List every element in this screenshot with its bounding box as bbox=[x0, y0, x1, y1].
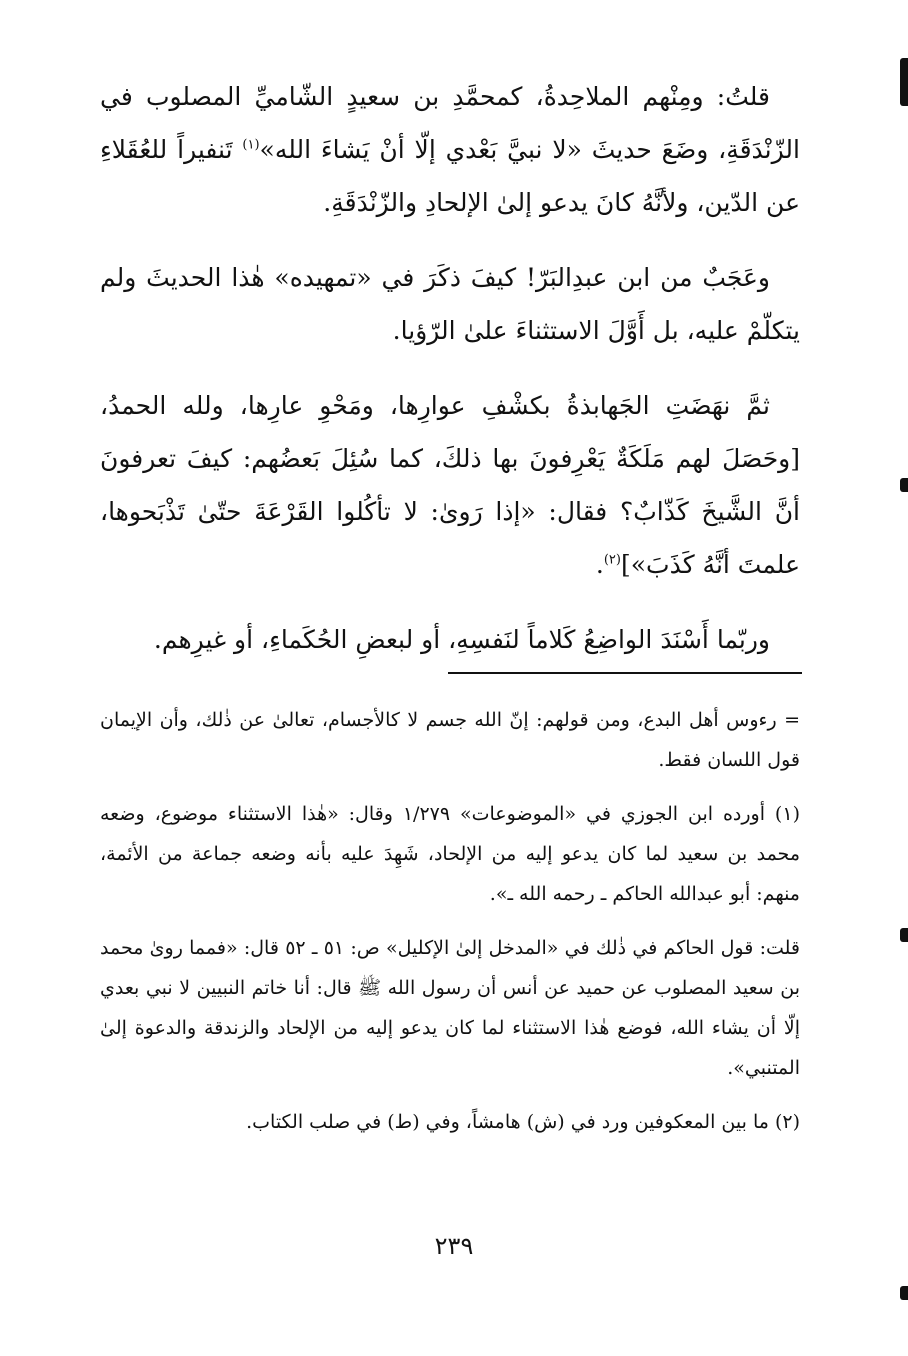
footnote-ref-2[interactable]: (٢) bbox=[603, 552, 621, 568]
footnote-1: (١) أورده ابن الجوزي في «الموضوعات» ١/٢٧٩ وقال: «هٰذا الاستثناء موضوع، وضعه محمد بن سعيد لما كان يدعو إليه من الإلحاد، شَهِدَ عليه بأنه وضعه جماعة من الأئمة، منهم: أبو عبدالله الحاكم ـ رحمه الله ـ». bbox=[100, 803, 800, 905]
paragraph-1-end: تَنفيراً للعُقَلاءِ عن الدّين، ولأنَّهُ كانَ يدعو إلىٰ الإلحادِ والزّنْدَقَةِ. bbox=[100, 135, 800, 217]
continuation-text: رءوس أهل البدع، ومن قولهم: إنّ الله جسم لا كالأجسام، تعالىٰ عن ذٰلك، وأن الإيمان قول اللسان فقط. bbox=[100, 709, 800, 771]
page-number: ٢٣٩ bbox=[434, 1232, 474, 1260]
scan-edge-mark bbox=[900, 478, 908, 492]
footnote-ref-1[interactable]: (١) bbox=[242, 137, 260, 153]
paragraph-3 bbox=[100, 379, 800, 591]
paragraph-1-text: قلتُ: ومِنْهم الملاحِدةُ، كمحمَّدِ بن سعيدٍ الشّاميِّ المصلوب في الزّنْدَقَةِ، وضَعَ حديثَ «لا نبيَّ بَعْدي إلّا أنْ يَشاءَ الله» bbox=[100, 82, 800, 164]
paragraph-3-end: . bbox=[595, 550, 604, 579]
paragraph-2: وعَجَبٌ من ابن عبدِالبَرّ! كيفَ ذكَرَ في «تمهيده» هٰذا الحديثَ ولم يتكلّمْ عليه، بل أَوَّلَ الاستثناءَ علىٰ الرّؤيا. bbox=[100, 263, 800, 345]
footnotes bbox=[100, 700, 800, 1156]
footnote-continuation bbox=[100, 700, 800, 780]
paragraph-4: وربّما أَسْنَدَ الواضِعُ كَلاماً لنَفسِهِ، أو لبعضِ الحُكَماءِ، أو غيرِهم. bbox=[153, 625, 770, 654]
scan-edge-mark bbox=[900, 58, 908, 106]
continuation-marker: = bbox=[784, 709, 800, 731]
footnote-separator bbox=[448, 672, 802, 674]
paragraph-1 bbox=[100, 70, 800, 229]
scan-edge-mark bbox=[900, 1286, 908, 1300]
paragraph-3-text: ثمَّ نهَضَتِ الجَهابذةُ بكشْفِ عوارِها، ومَحْوِ عارِها، ولله الحمدُ، [وحَصَلَ لهم مَلَكَةٌ يَعْرِفونَ بها ذلكَ، كما سُئِلَ بَعضُهم: كيفَ تعرفونَ أنَّ الشَّيخَ كَذّابٌ؟ فقال: «إذا رَوىٰ: لا تأكُلوا القَرْعَةَ حتّىٰ تَذْبَحوها، علمتَ أنَّهُ كَذَبَ»] bbox=[100, 391, 800, 579]
main-text bbox=[100, 70, 800, 688]
scan-edge-mark bbox=[900, 928, 908, 942]
footnote-1-comment: قلت: قول الحاكم في ذٰلك في «المدخل إلىٰ الإكليل» ص: ٥١ ـ ٥٢ قال: «فمما روىٰ محمد بن سعيد المصلوب عن حميد عن أنس أن رسول الله ﷺ قال: أنا خاتم النبيين لا نبي بعدي إلّا أن يشاء الله، فوضع هٰذا الاستثناء لما كان يدعو إليه من الإلحاد والزندقة والدعوة إلىٰ المتنبي». bbox=[100, 937, 801, 1079]
footnote-2: (٢) ما بين المعكوفين ورد في (ش) هامشاً، وفي (ط) في صلب الكتاب. bbox=[246, 1111, 800, 1133]
